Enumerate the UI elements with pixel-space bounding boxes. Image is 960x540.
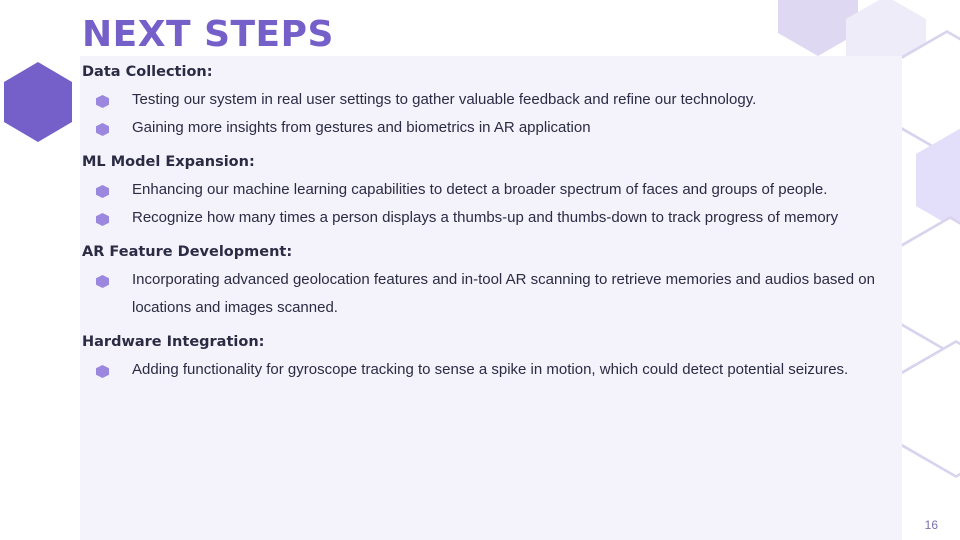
section-heading: Data Collection: bbox=[82, 64, 213, 80]
bullet-list bbox=[82, 356, 912, 384]
list-item-text: Gaining more insights from gestures and biometrics in AR application bbox=[132, 119, 591, 136]
list-item bbox=[82, 266, 912, 322]
list-item-text: Adding functionality for gyroscope tracking to sense a spike in motion, which could detect potential seizures. bbox=[132, 361, 849, 378]
slide-content bbox=[82, 62, 912, 394]
section-data-collection bbox=[82, 62, 912, 142]
page-number: 16 bbox=[924, 518, 938, 532]
decorative-hexagon-left bbox=[4, 62, 72, 142]
list-item bbox=[82, 204, 912, 232]
section-ar-feature-development bbox=[82, 242, 912, 322]
section-heading: ML Model Expansion: bbox=[82, 154, 255, 170]
hexagon-bullet-icon bbox=[96, 213, 109, 226]
bullet-list bbox=[82, 266, 912, 322]
list-item bbox=[82, 86, 912, 114]
hexagon-bullet-icon bbox=[96, 123, 109, 136]
hexagon-bullet-icon bbox=[96, 185, 109, 198]
section-hardware-integration bbox=[82, 332, 912, 384]
hexagon-bullet-icon bbox=[96, 275, 109, 288]
list-item-text: Enhancing our machine learning capabilities to detect a broader spectrum of faces and groups of people. bbox=[132, 181, 828, 198]
list-item bbox=[82, 356, 912, 384]
section-ml-model-expansion bbox=[82, 152, 912, 232]
section-heading: AR Feature Development: bbox=[82, 244, 293, 260]
list-item-text: Recognize how many times a person displays a thumbs-up and thumbs-down to track progress of memory bbox=[132, 209, 839, 226]
hexagon-bullet-icon bbox=[96, 95, 109, 108]
list-item bbox=[82, 114, 912, 142]
list-item bbox=[82, 176, 912, 204]
section-heading: Hardware Integration: bbox=[82, 334, 265, 350]
bullet-list bbox=[82, 176, 912, 232]
bullet-list bbox=[82, 86, 912, 142]
list-item-text: Testing our system in real user settings to gather valuable feedback and refine our technology. bbox=[132, 91, 757, 108]
page-title: NEXT STEPS bbox=[82, 14, 334, 55]
list-item-text: Incorporating advanced geolocation features and in-tool AR scanning to retrieve memories and audios based on locations and images scanned. bbox=[132, 271, 875, 316]
hexagon-bullet-icon bbox=[96, 365, 109, 378]
